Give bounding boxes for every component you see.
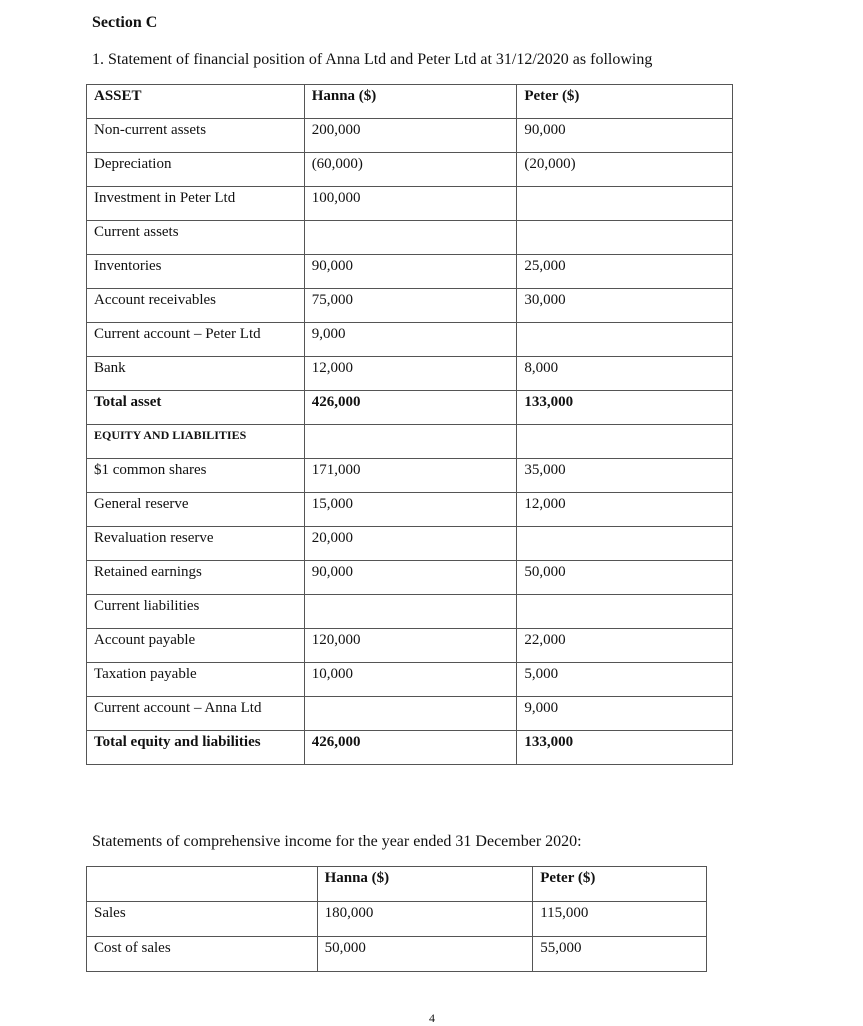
table-row [87, 493, 733, 527]
peter-value: 22,000 [517, 629, 733, 663]
row-label: General reserve [87, 493, 305, 527]
peter-value [517, 527, 733, 561]
hanna-value: 120,000 [304, 629, 517, 663]
peter-value: 9,000 [517, 697, 733, 731]
hanna-value [304, 595, 517, 629]
comprehensive-income-table [86, 866, 707, 972]
table-row [87, 527, 733, 561]
hanna-value: 426,000 [304, 391, 517, 425]
peter-value: 50,000 [517, 561, 733, 595]
table-row [87, 255, 733, 289]
peter-value [517, 187, 733, 221]
header-cell: Hanna ($) [304, 85, 517, 119]
row-label: Depreciation [87, 153, 305, 187]
header-cell: Peter ($) [517, 85, 733, 119]
row-label: Current account – Peter Ltd [87, 323, 305, 357]
peter-value: 133,000 [517, 391, 733, 425]
table-row [87, 459, 733, 493]
hanna-value: 9,000 [304, 323, 517, 357]
peter-value: 133,000 [517, 731, 733, 765]
table-row [87, 561, 733, 595]
peter-value [517, 221, 733, 255]
table-row [87, 221, 733, 255]
table-row [87, 595, 733, 629]
section-title: Section C [92, 14, 158, 31]
peter-value: 12,000 [517, 493, 733, 527]
statement-intro: 1. Statement of financial position of Anna Ltd and Peter Ltd at 31/12/2020 as following [92, 51, 653, 68]
row-label: Sales [87, 902, 318, 937]
table-row [87, 663, 733, 697]
table-row [87, 629, 733, 663]
hanna-value [304, 221, 517, 255]
hanna-value [304, 425, 517, 459]
hanna-value: 90,000 [304, 255, 517, 289]
total-equity-liabilities-row [87, 731, 733, 765]
peter-value: 115,000 [533, 902, 707, 937]
peter-value [517, 323, 733, 357]
hanna-value: 180,000 [317, 902, 533, 937]
hanna-value: 200,000 [304, 119, 517, 153]
row-label: $1 common shares [87, 459, 305, 493]
row-label: Taxation payable [87, 663, 305, 697]
row-label: Current assets [87, 221, 305, 255]
table-row [87, 937, 707, 972]
hanna-value: 12,000 [304, 357, 517, 391]
header-cell [87, 867, 318, 902]
equity-liabilities-heading-row [87, 425, 733, 459]
table-row [87, 902, 707, 937]
row-label: Cost of sales [87, 937, 318, 972]
header-cell: Peter ($) [533, 867, 707, 902]
peter-value: 30,000 [517, 289, 733, 323]
row-label: Retained earnings [87, 561, 305, 595]
table-row [87, 697, 733, 731]
table-row [87, 357, 733, 391]
row-label: EQUITY AND LIABILITIES [87, 425, 305, 459]
peter-value: 5,000 [517, 663, 733, 697]
header-cell: Hanna ($) [317, 867, 533, 902]
peter-value: (20,000) [517, 153, 733, 187]
row-label: Non-current assets [87, 119, 305, 153]
hanna-value [304, 697, 517, 731]
peter-value: 35,000 [517, 459, 733, 493]
peter-value: 55,000 [533, 937, 707, 972]
row-label: Current account – Anna Ltd [87, 697, 305, 731]
row-label: Account receivables [87, 289, 305, 323]
peter-value: 8,000 [517, 357, 733, 391]
table-row [87, 187, 733, 221]
hanna-value: 10,000 [304, 663, 517, 697]
table-row [87, 289, 733, 323]
table-row [87, 119, 733, 153]
total-asset-row [87, 391, 733, 425]
row-label: Inventories [87, 255, 305, 289]
header-cell: ASSET [87, 85, 305, 119]
peter-value [517, 595, 733, 629]
peter-value: 90,000 [517, 119, 733, 153]
hanna-value: (60,000) [304, 153, 517, 187]
hanna-value: 75,000 [304, 289, 517, 323]
table-row [87, 153, 733, 187]
hanna-value: 171,000 [304, 459, 517, 493]
financial-position-table [86, 84, 733, 765]
table-header-row [87, 85, 733, 119]
row-label: Total equity and liabilities [87, 731, 305, 765]
hanna-value: 15,000 [304, 493, 517, 527]
row-label: Account payable [87, 629, 305, 663]
income-statement-title: Statements of comprehensive income for the year ended 31 December 2020: [92, 833, 582, 850]
row-label: Total asset [87, 391, 305, 425]
hanna-value: 426,000 [304, 731, 517, 765]
table-header-row [87, 867, 707, 902]
hanna-value: 100,000 [304, 187, 517, 221]
row-label: Investment in Peter Ltd [87, 187, 305, 221]
hanna-value: 50,000 [317, 937, 533, 972]
table-row [87, 323, 733, 357]
hanna-value: 90,000 [304, 561, 517, 595]
hanna-value: 20,000 [304, 527, 517, 561]
row-label: Current liabilities [87, 595, 305, 629]
page-number: 4 [429, 1011, 435, 1025]
peter-value [517, 425, 733, 459]
row-label: Bank [87, 357, 305, 391]
peter-value: 25,000 [517, 255, 733, 289]
row-label: Revaluation reserve [87, 527, 305, 561]
